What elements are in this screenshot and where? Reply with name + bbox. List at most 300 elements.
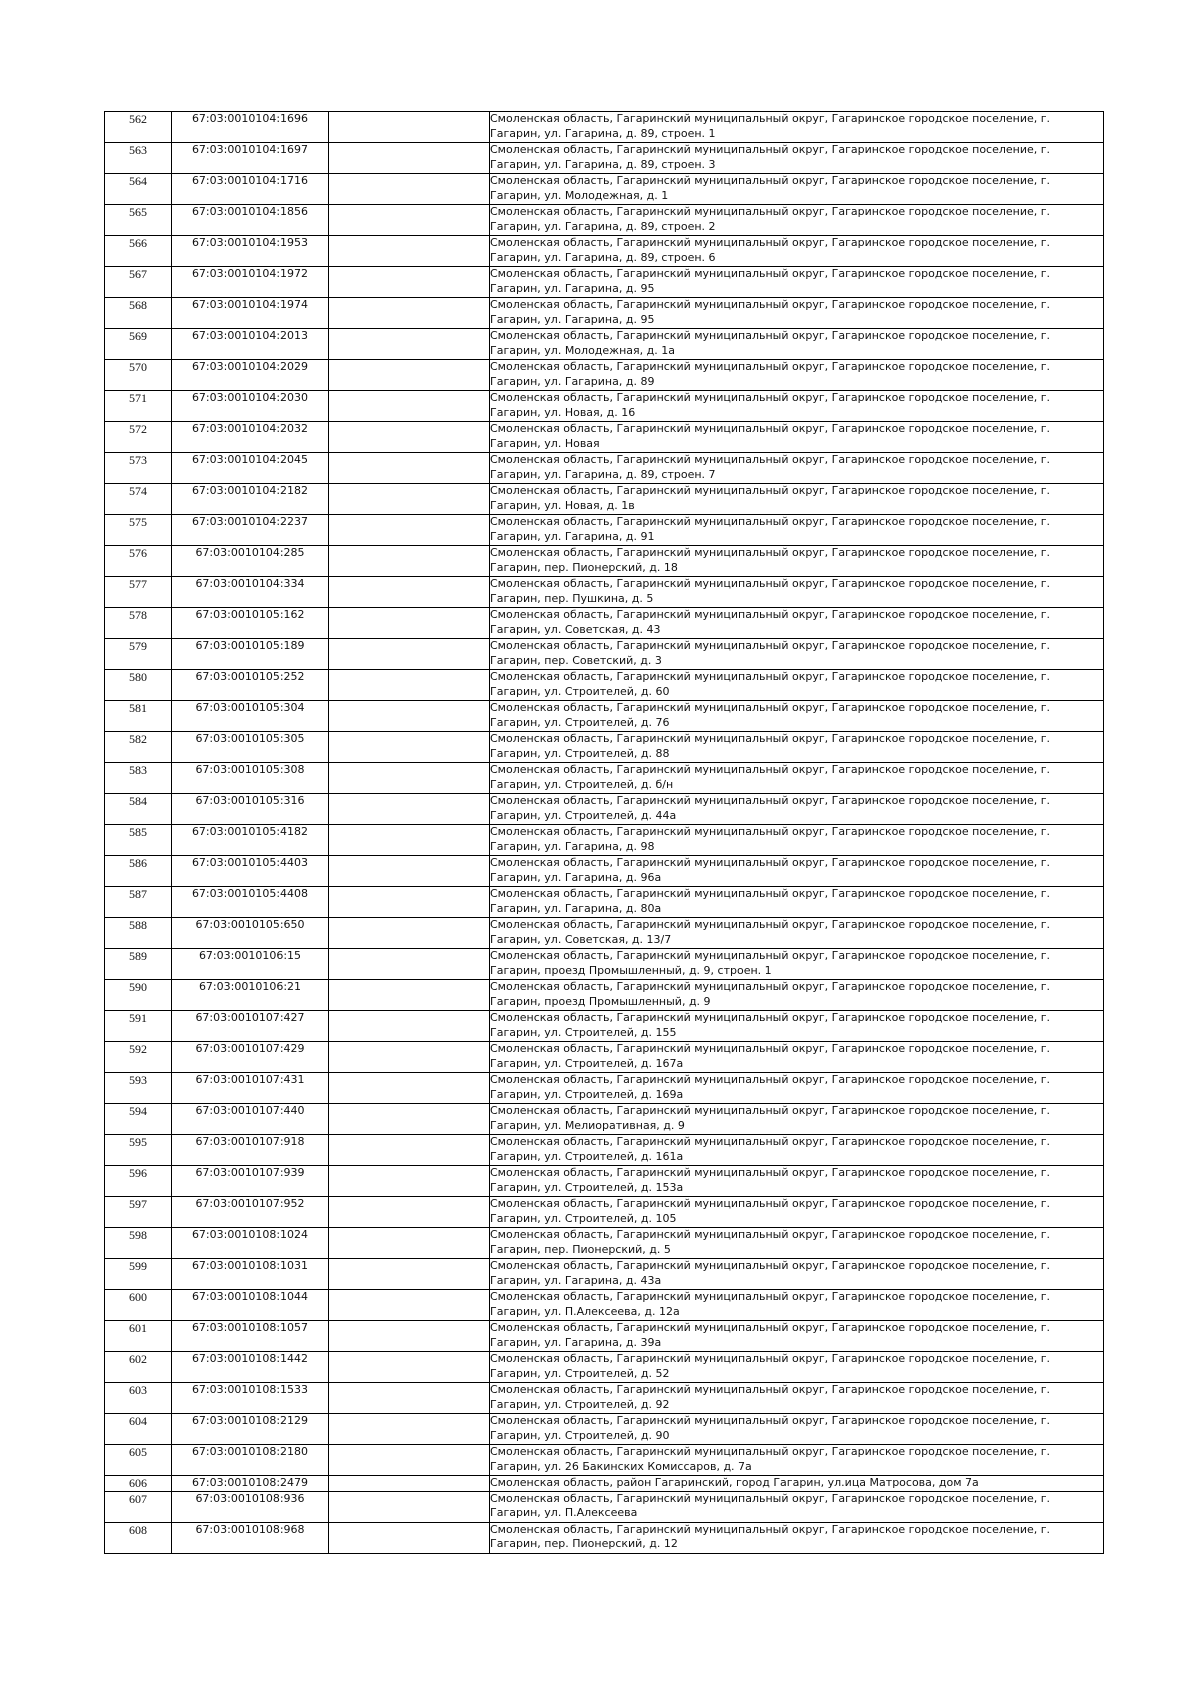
address-cell: [490, 1135, 1104, 1166]
table-row: [105, 205, 1104, 236]
table-row: [105, 701, 1104, 732]
address-line-1: Смоленская область, Гагаринский муниципальный округ, Гагаринское городское поселение, г.: [490, 794, 1051, 807]
address-line-1: Смоленская область, Гагаринский муниципальный округ, Гагаринское городское поселение, г.: [490, 205, 1051, 218]
address-cell: [490, 1290, 1104, 1321]
address-line-2: Гагарин, ул. Строителей, д. 169а: [490, 1087, 684, 1101]
address-cell: [490, 980, 1104, 1011]
address-line-2: Гагарин, ул. П.Алексеева, д. 12а: [490, 1304, 680, 1318]
address-line-1: Смоленская область, Гагаринский муниципальный округ, Гагаринское городское поселение, г.: [490, 267, 1051, 280]
empty-cell: [329, 236, 490, 267]
empty-cell: [329, 1290, 490, 1321]
row-number-cell: 581: [105, 701, 172, 732]
table-row: [105, 1166, 1104, 1197]
address-line-2: Гагарин, пер. Советский, д. 3: [490, 653, 662, 667]
address-line-1: Смоленская область, Гагаринский муниципальный округ, Гагаринское городское поселение, г.: [490, 1383, 1051, 1396]
table-row: [105, 484, 1104, 515]
row-number-cell: 566: [105, 236, 172, 267]
cadastral-number-cell: 67:03:0010105:4408: [172, 887, 329, 918]
cadastral-number-cell: 67:03:0010107:918: [172, 1135, 329, 1166]
address-cell: [490, 1491, 1104, 1522]
address-line-1: Смоленская область, Гагаринский муниципальный округ, Гагаринское городское поселение, г.: [490, 1042, 1051, 1055]
address-line-2: Гагарин, ул. Гагарина, д. 39а: [490, 1335, 662, 1349]
address-cell: [490, 1352, 1104, 1383]
empty-cell: [329, 1104, 490, 1135]
address-cell: [490, 577, 1104, 608]
address-line-1: Смоленская область, Гагаринский муниципальный округ, Гагаринское городское поселение, г.: [490, 515, 1051, 528]
address-cell: [490, 918, 1104, 949]
address-line-2: Гагарин, ул. Строителей, д. 52: [490, 1366, 670, 1380]
address-cell: [490, 1445, 1104, 1476]
address-line-2: Гагарин, ул. Гагарина, д. 89, строен. 1: [490, 126, 716, 140]
cadastral-number-cell: 67:03:0010104:2182: [172, 484, 329, 515]
cadastral-number-cell: 67:03:0010106:21: [172, 980, 329, 1011]
row-number-cell: 584: [105, 794, 172, 825]
address-line-2: Гагарин, ул. Строителей, д. 76: [490, 715, 670, 729]
empty-cell: [329, 360, 490, 391]
empty-cell: [329, 856, 490, 887]
empty-cell: [329, 949, 490, 980]
address-cell: [490, 360, 1104, 391]
empty-cell: [329, 732, 490, 763]
empty-cell: [329, 608, 490, 639]
table-row: [105, 825, 1104, 856]
cadastral-number-cell: 67:03:0010104:2030: [172, 391, 329, 422]
empty-cell: [329, 1445, 490, 1476]
address-line-1: Смоленская область, Гагаринский муниципальный округ, Гагаринское городское поселение, г.: [490, 1135, 1051, 1148]
address-line-1: Смоленская область, Гагаринский муниципальный округ, Гагаринское городское поселение, г.: [490, 329, 1051, 342]
empty-cell: [329, 422, 490, 453]
address-cell: [490, 763, 1104, 794]
address-line-1: Смоленская область, Гагаринский муниципальный округ, Гагаринское городское поселение, г.: [490, 825, 1051, 838]
address-line-1: Смоленская область, Гагаринский муниципальный округ, Гагаринское городское поселение, г.: [490, 453, 1051, 466]
row-number-cell: 564: [105, 174, 172, 205]
address-line-1: Смоленская область, Гагаринский муниципальный округ, Гагаринское городское поселение, г.: [490, 1445, 1051, 1458]
row-number-cell: 578: [105, 608, 172, 639]
address-cell: [490, 1476, 1104, 1492]
empty-cell: [329, 577, 490, 608]
cadastral-number-cell: 67:03:0010105:650: [172, 918, 329, 949]
address-line-1: Смоленская область, Гагаринский муниципальный округ, Гагаринское городское поселение, г.: [490, 143, 1051, 156]
empty-cell: [329, 484, 490, 515]
address-cell: [490, 608, 1104, 639]
address-line-2: Гагарин, ул. Строителей, д. 167а: [490, 1056, 684, 1070]
address-line-1: Смоленская область, Гагаринский муниципальный округ, Гагаринское городское поселение, г.: [490, 1197, 1051, 1210]
address-cell: [490, 1104, 1104, 1135]
table-row: [105, 546, 1104, 577]
address-line-1: Смоленская область, Гагаринский муниципальный округ, Гагаринское городское поселение, г.: [490, 1321, 1051, 1334]
address-cell: [490, 236, 1104, 267]
row-number-cell: 572: [105, 422, 172, 453]
empty-cell: [329, 205, 490, 236]
address-line-2: Гагарин, ул. Новая, д. 1в: [490, 498, 635, 512]
table-row: [105, 856, 1104, 887]
table-row: [105, 794, 1104, 825]
address-cell: [490, 1042, 1104, 1073]
table-row: [105, 1290, 1104, 1321]
table-row: [105, 918, 1104, 949]
cadastral-number-cell: 67:03:0010105:304: [172, 701, 329, 732]
table-row: [105, 608, 1104, 639]
address-line-2: Гагарин, проезд Промышленный, д. 9, строен. 1: [490, 963, 772, 977]
row-number-cell: 606: [105, 1476, 172, 1492]
table-row: [105, 1042, 1104, 1073]
row-number-cell: 607: [105, 1491, 172, 1522]
row-number-cell: 583: [105, 763, 172, 794]
address-cell: [490, 112, 1104, 143]
cadastral-number-cell: 67:03:0010105:4403: [172, 856, 329, 887]
address-line-2: Гагарин, ул. Мелиоративная, д. 9: [490, 1118, 685, 1132]
row-number-cell: 575: [105, 515, 172, 546]
address-line-2: Гагарин, ул. Строителей, д. 44а: [490, 808, 677, 822]
address-line-1: Смоленская область, Гагаринский муниципальный округ, Гагаринское городское поселение, г.: [490, 732, 1051, 745]
address-line-2: Гагарин, ул. Строителей, д. 105: [490, 1211, 677, 1225]
address-line-2: Гагарин, пер. Пушкина, д. 5: [490, 591, 654, 605]
row-number-cell: 563: [105, 143, 172, 174]
table-row: [105, 639, 1104, 670]
cadastral-number-cell: 67:03:0010105:316: [172, 794, 329, 825]
address-cell: [490, 1011, 1104, 1042]
address-cell: [490, 1321, 1104, 1352]
address-line-2: Гагарин, ул. Строителей, д. 161а: [490, 1149, 684, 1163]
row-number-cell: 599: [105, 1259, 172, 1290]
cadastral-number-cell: 67:03:0010105:162: [172, 608, 329, 639]
table-row: [105, 1414, 1104, 1445]
cadastral-number-cell: 67:03:0010107:939: [172, 1166, 329, 1197]
row-number-cell: 574: [105, 484, 172, 515]
address-cell: [490, 1166, 1104, 1197]
cadastral-number-cell: 67:03:0010108:936: [172, 1491, 329, 1522]
table-row: [105, 112, 1104, 143]
registry-table-body: [105, 112, 1104, 1554]
empty-cell: [329, 1073, 490, 1104]
row-number-cell: 602: [105, 1352, 172, 1383]
empty-cell: [329, 1166, 490, 1197]
address-line-1: Смоленская область, Гагаринский муниципальный округ, Гагаринское городское поселение, г.: [490, 980, 1051, 993]
empty-cell: [329, 143, 490, 174]
address-line-2: Гагарин, ул. Гагарина, д. 80а: [490, 901, 662, 915]
row-number-cell: 608: [105, 1522, 172, 1553]
address-line-2: Гагарин, ул. Гагарина, д. 89, строен. 3: [490, 157, 716, 171]
row-number-cell: 582: [105, 732, 172, 763]
cadastral-number-cell: 67:03:0010104:1974: [172, 298, 329, 329]
cadastral-number-cell: 67:03:0010107:431: [172, 1073, 329, 1104]
address-line-2: Гагарин, ул. Строителей, д. 92: [490, 1397, 670, 1411]
cadastral-number-cell: 67:03:0010104:1716: [172, 174, 329, 205]
address-line-1: Смоленская область, район Гагаринский, город Гагарин, ул.ица Матросова, дом 7а: [490, 1476, 979, 1489]
empty-cell: [329, 267, 490, 298]
table-row: [105, 1228, 1104, 1259]
table-row: [105, 391, 1104, 422]
address-cell: [490, 701, 1104, 732]
empty-cell: [329, 298, 490, 329]
address-cell: [490, 1228, 1104, 1259]
address-line-1: Смоленская область, Гагаринский муниципальный округ, Гагаринское городское поселение, г.: [490, 236, 1051, 249]
cadastral-number-cell: 67:03:0010107:440: [172, 1104, 329, 1135]
address-line-1: Смоленская область, Гагаринский муниципальный округ, Гагаринское городское поселение, г.: [490, 360, 1051, 373]
address-line-1: Смоленская область, Гагаринский муниципальный округ, Гагаринское городское поселение, г.: [490, 1290, 1051, 1303]
row-number-cell: 588: [105, 918, 172, 949]
address-cell: [490, 515, 1104, 546]
address-cell: [490, 670, 1104, 701]
empty-cell: [329, 1414, 490, 1445]
address-line-1: Смоленская область, Гагаринский муниципальный округ, Гагаринское городское поселение, г.: [490, 1522, 1051, 1536]
address-line-1: Смоленская область, Гагаринский муниципальный округ, Гагаринское городское поселение, г.: [490, 887, 1051, 900]
row-number-cell: 589: [105, 949, 172, 980]
address-line-2: Гагарин, ул. 26 Бакинских Комиссаров, д. 7а: [490, 1459, 752, 1473]
table-row: [105, 1383, 1104, 1414]
address-cell: [490, 484, 1104, 515]
address-line-1: Смоленская область, Гагаринский муниципальный округ, Гагаринское городское поселение, г.: [490, 670, 1051, 683]
cadastral-number-cell: 67:03:0010108:2129: [172, 1414, 329, 1445]
address-line-2: Гагарин, ул. Гагарина, д. 89, строен. 2: [490, 219, 716, 233]
row-number-cell: 590: [105, 980, 172, 1011]
cadastral-number-cell: 67:03:0010108:968: [172, 1522, 329, 1553]
cadastral-number-cell: 67:03:0010105:308: [172, 763, 329, 794]
address-line-1: Смоленская область, Гагаринский муниципальный округ, Гагаринское городское поселение, г.: [490, 856, 1051, 869]
row-number-cell: 565: [105, 205, 172, 236]
row-number-cell: 594: [105, 1104, 172, 1135]
address-line-2: Гагарин, пер. Пионерский, д. 12: [490, 1537, 678, 1550]
address-line-1: Смоленская область, Гагаринский муниципальный округ, Гагаринское городское поселение, г.: [490, 577, 1051, 590]
empty-cell: [329, 1259, 490, 1290]
row-number-cell: 601: [105, 1321, 172, 1352]
address-line-1: Смоленская область, Гагаринский муниципальный округ, Гагаринское городское поселение, г.: [490, 1352, 1051, 1365]
cadastral-number-cell: 67:03:0010107:427: [172, 1011, 329, 1042]
address-line-1: Смоленская область, Гагаринский муниципальный округ, Гагаринское городское поселение, г.: [490, 1259, 1051, 1272]
table-row: [105, 174, 1104, 205]
address-cell: [490, 1197, 1104, 1228]
address-cell: [490, 1522, 1104, 1553]
empty-cell: [329, 887, 490, 918]
row-number-cell: 567: [105, 267, 172, 298]
table-row: [105, 143, 1104, 174]
table-row: [105, 1491, 1104, 1522]
address-line-1: Смоленская область, Гагаринский муниципальный округ, Гагаринское городское поселение, г.: [490, 1104, 1051, 1117]
empty-cell: [329, 1135, 490, 1166]
table-row: [105, 949, 1104, 980]
row-number-cell: 593: [105, 1073, 172, 1104]
address-line-1: Смоленская область, Гагаринский муниципальный округ, Гагаринское городское поселение, г.: [490, 112, 1051, 125]
row-number-cell: 597: [105, 1197, 172, 1228]
address-cell: [490, 391, 1104, 422]
empty-cell: [329, 329, 490, 360]
table-row: [105, 887, 1104, 918]
cadastral-number-cell: 67:03:0010108:1057: [172, 1321, 329, 1352]
cadastral-number-cell: 67:03:0010104:2045: [172, 453, 329, 484]
empty-cell: [329, 391, 490, 422]
address-line-1: Смоленская область, Гагаринский муниципальный округ, Гагаринское городское поселение, г.: [490, 608, 1051, 621]
cadastral-number-cell: 67:03:0010104:2237: [172, 515, 329, 546]
table-row: [105, 1352, 1104, 1383]
address-line-2: Гагарин, ул. Строителей, д. 90: [490, 1428, 670, 1442]
table-row: [105, 1104, 1104, 1135]
row-number-cell: 587: [105, 887, 172, 918]
cadastral-number-cell: 67:03:0010104:1972: [172, 267, 329, 298]
empty-cell: [329, 1383, 490, 1414]
table-row: [105, 422, 1104, 453]
address-line-2: Гагарин, ул. Новая, д. 16: [490, 405, 636, 419]
cadastral-number-cell: 67:03:0010104:2013: [172, 329, 329, 360]
table-row: [105, 515, 1104, 546]
row-number-cell: 598: [105, 1228, 172, 1259]
row-number-cell: 585: [105, 825, 172, 856]
address-line-1: Смоленская область, Гагаринский муниципальный округ, Гагаринское городское поселение, г.: [490, 422, 1051, 435]
address-line-2: Гагарин, ул. Гагарина, д. 98: [490, 839, 655, 853]
empty-cell: [329, 1197, 490, 1228]
address-line-2: Гагарин, ул. Гагарина, д. 43а: [490, 1273, 662, 1287]
address-cell: [490, 639, 1104, 670]
table-row: [105, 453, 1104, 484]
cadastral-number-cell: 67:03:0010107:952: [172, 1197, 329, 1228]
empty-cell: [329, 701, 490, 732]
cadastral-number-cell: 67:03:0010108:1044: [172, 1290, 329, 1321]
empty-cell: [329, 1522, 490, 1553]
address-line-1: Смоленская область, Гагаринский муниципальный округ, Гагаринское городское поселение, г.: [490, 1491, 1051, 1505]
row-number-cell: 569: [105, 329, 172, 360]
address-cell: [490, 329, 1104, 360]
cadastral-number-cell: 67:03:0010105:4182: [172, 825, 329, 856]
empty-cell: [329, 1476, 490, 1492]
cadastral-number-cell: 67:03:0010108:1442: [172, 1352, 329, 1383]
empty-cell: [329, 1228, 490, 1259]
table-row: [105, 763, 1104, 794]
address-line-1: Смоленская область, Гагаринский муниципальный округ, Гагаринское городское поселение, г.: [490, 484, 1051, 497]
address-line-1: Смоленская область, Гагаринский муниципальный округ, Гагаринское городское поселение, г.: [490, 298, 1051, 311]
address-line-2: Гагарин, ул. Гагарина, д. 89: [490, 374, 655, 388]
address-line-2: Гагарин, ул. Советская, д. 43: [490, 622, 661, 636]
cadastral-number-cell: 67:03:0010105:252: [172, 670, 329, 701]
empty-cell: [329, 980, 490, 1011]
table-row: [105, 732, 1104, 763]
cadastral-number-cell: 67:03:0010106:15: [172, 949, 329, 980]
table-row: [105, 1197, 1104, 1228]
address-line-1: Смоленская область, Гагаринский муниципальный округ, Гагаринское городское поселение, г.: [490, 918, 1051, 931]
address-line-2: Гагарин, ул. Советская, д. 13/7: [490, 932, 672, 946]
address-line-1: Смоленская область, Гагаринский муниципальный округ, Гагаринское городское поселение, г.: [490, 1073, 1051, 1086]
cadastral-number-cell: 67:03:0010104:1697: [172, 143, 329, 174]
table-row: [105, 1476, 1104, 1492]
address-cell: [490, 267, 1104, 298]
address-cell: [490, 546, 1104, 577]
empty-cell: [329, 825, 490, 856]
address-cell: [490, 298, 1104, 329]
address-line-1: Смоленская область, Гагаринский муниципальный округ, Гагаринское городское поселение, г.: [490, 1228, 1051, 1241]
table-row: [105, 670, 1104, 701]
row-number-cell: 576: [105, 546, 172, 577]
address-cell: [490, 174, 1104, 205]
row-number-cell: 580: [105, 670, 172, 701]
table-row: [105, 980, 1104, 1011]
table-row: [105, 577, 1104, 608]
cadastral-number-cell: 67:03:0010104:285: [172, 546, 329, 577]
address-line-2: Гагарин, ул. П.Алексеева: [490, 1506, 638, 1519]
cadastral-number-cell: 67:03:0010104:1696: [172, 112, 329, 143]
table-row: [105, 236, 1104, 267]
address-cell: [490, 1414, 1104, 1445]
address-cell: [490, 825, 1104, 856]
address-line-2: Гагарин, ул. Молодежная, д. 1: [490, 188, 669, 202]
empty-cell: [329, 1491, 490, 1522]
address-cell: [490, 949, 1104, 980]
address-line-1: Смоленская область, Гагаринский муниципальный округ, Гагаринское городское поселение, г.: [490, 949, 1051, 962]
address-line-1: Смоленская область, Гагаринский муниципальный округ, Гагаринское городское поселение, г.: [490, 763, 1051, 776]
address-line-2: Гагарин, ул. Гагарина, д. 95: [490, 281, 655, 295]
empty-cell: [329, 918, 490, 949]
address-line-1: Смоленская область, Гагаринский муниципальный округ, Гагаринское городское поселение, г.: [490, 1166, 1051, 1179]
empty-cell: [329, 1011, 490, 1042]
empty-cell: [329, 112, 490, 143]
cadastral-number-cell: 67:03:0010104:1953: [172, 236, 329, 267]
row-number-cell: 600: [105, 1290, 172, 1321]
row-number-cell: 586: [105, 856, 172, 887]
address-line-2: Гагарин, ул. Строителей, д. 88: [490, 746, 670, 760]
table-row: [105, 267, 1104, 298]
address-line-1: Смоленская область, Гагаринский муниципальный округ, Гагаринское городское поселение, г.: [490, 701, 1051, 714]
row-number-cell: 595: [105, 1135, 172, 1166]
empty-cell: [329, 453, 490, 484]
empty-cell: [329, 1321, 490, 1352]
cadastral-number-cell: 67:03:0010107:429: [172, 1042, 329, 1073]
cadastral-number-cell: 67:03:0010105:189: [172, 639, 329, 670]
address-line-2: Гагарин, пер. Пионерский, д. 18: [490, 560, 678, 574]
empty-cell: [329, 546, 490, 577]
address-line-2: Гагарин, ул. Новая: [490, 436, 600, 450]
row-number-cell: 591: [105, 1011, 172, 1042]
empty-cell: [329, 515, 490, 546]
address-line-2: Гагарин, ул. Строителей, д. 153а: [490, 1180, 684, 1194]
empty-cell: [329, 639, 490, 670]
table-row: [105, 1011, 1104, 1042]
address-line-2: Гагарин, ул. Гагарина, д. 95: [490, 312, 655, 326]
table-row: [105, 1073, 1104, 1104]
table-row: [105, 1522, 1104, 1553]
cadastral-number-cell: 67:03:0010105:305: [172, 732, 329, 763]
table-row: [105, 329, 1104, 360]
row-number-cell: 596: [105, 1166, 172, 1197]
address-cell: [490, 1259, 1104, 1290]
row-number-cell: 604: [105, 1414, 172, 1445]
address-cell: [490, 453, 1104, 484]
registry-table: [104, 111, 1104, 1554]
address-line-2: Гагарин, ул. Строителей, д. 60: [490, 684, 670, 698]
address-line-2: Гагарин, ул. Гагарина, д. 96а: [490, 870, 662, 884]
empty-cell: [329, 174, 490, 205]
address-cell: [490, 887, 1104, 918]
table-row: [105, 1135, 1104, 1166]
address-line-1: Смоленская область, Гагаринский муниципальный округ, Гагаринское городское поселение, г.: [490, 639, 1051, 652]
table-row: [105, 1259, 1104, 1290]
address-line-2: Гагарин, ул. Строителей, д. б/н: [490, 777, 674, 791]
address-cell: [490, 143, 1104, 174]
cadastral-number-cell: 67:03:0010108:2180: [172, 1445, 329, 1476]
address-cell: [490, 794, 1104, 825]
address-line-2: Гагарин, проезд Промышленный, д. 9: [490, 994, 711, 1008]
address-line-2: Гагарин, ул. Гагарина, д. 89, строен. 6: [490, 250, 716, 264]
empty-cell: [329, 1042, 490, 1073]
row-number-cell: 603: [105, 1383, 172, 1414]
address-line-2: Гагарин, ул. Гагарина, д. 89, строен. 7: [490, 467, 716, 481]
empty-cell: [329, 794, 490, 825]
cadastral-number-cell: 67:03:0010108:1031: [172, 1259, 329, 1290]
address-cell: [490, 1073, 1104, 1104]
address-line-1: Смоленская область, Гагаринский муниципальный округ, Гагаринское городское поселение, г.: [490, 391, 1051, 404]
table-row: [105, 1445, 1104, 1476]
cadastral-number-cell: 67:03:0010108:1024: [172, 1228, 329, 1259]
cadastral-number-cell: 67:03:0010104:2032: [172, 422, 329, 453]
address-cell: [490, 422, 1104, 453]
row-number-cell: 592: [105, 1042, 172, 1073]
address-line-2: Гагарин, пер. Пионерский, д. 5: [490, 1242, 671, 1256]
